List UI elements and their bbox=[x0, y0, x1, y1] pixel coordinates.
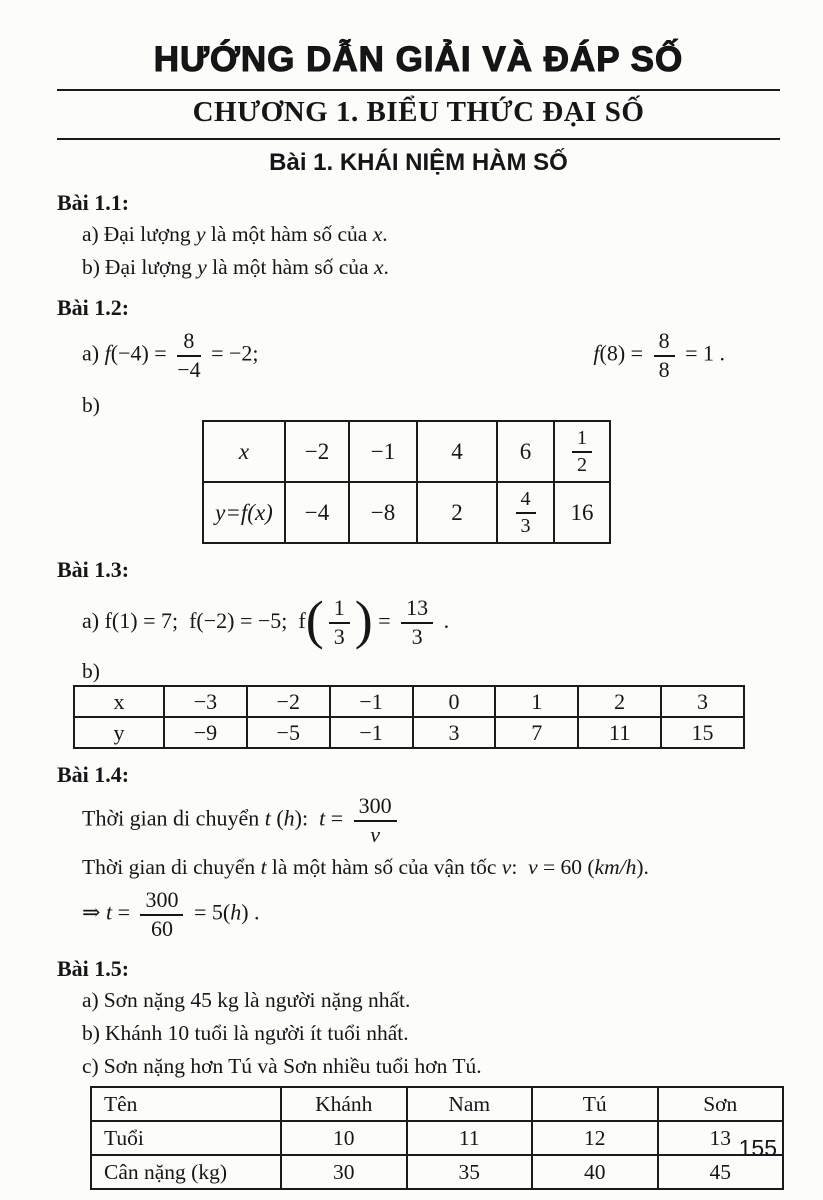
solution-text bbox=[57, 853, 780, 882]
table-cell: 3 bbox=[661, 686, 744, 717]
equation-text: (−4) = bbox=[110, 341, 173, 367]
item-text: là một hàm số của bbox=[206, 255, 374, 279]
section-heading-1-3: Bài 1.3: bbox=[57, 557, 130, 582]
variable: h bbox=[283, 806, 295, 832]
equation-line bbox=[57, 887, 780, 943]
equation-text: = 5( bbox=[188, 900, 231, 926]
fraction bbox=[177, 329, 200, 382]
answer-item bbox=[57, 220, 780, 249]
table-cell: Sơn bbox=[658, 1087, 784, 1121]
equation-text: f(1) = 7; f(−2) = −5; f bbox=[104, 608, 306, 634]
fraction-denominator: 60 bbox=[150, 916, 173, 941]
item-text: là một hàm số của bbox=[205, 222, 373, 246]
fraction bbox=[329, 596, 350, 649]
fraction bbox=[401, 596, 433, 649]
section-heading-1-2: Bài 1.2: bbox=[57, 295, 130, 320]
table-cell: 2 bbox=[578, 686, 661, 717]
page-title: HƯỚNG DẪN GIẢI VÀ ĐÁP SỐ bbox=[153, 40, 684, 79]
item-label: c) bbox=[82, 1054, 99, 1078]
divider bbox=[57, 138, 780, 140]
table-cell: 11 bbox=[407, 1121, 533, 1155]
table-cell: 3 bbox=[413, 717, 496, 748]
table-cell: x bbox=[74, 686, 164, 717]
fraction bbox=[572, 427, 592, 476]
table-cell: 7 bbox=[495, 717, 578, 748]
divider bbox=[57, 89, 780, 91]
variable: v bbox=[501, 855, 512, 879]
item-text: . bbox=[383, 255, 389, 279]
table-cell: −2 bbox=[285, 421, 349, 482]
fraction-numerator: 300 bbox=[140, 888, 183, 916]
equation-text: (8) = bbox=[599, 341, 649, 367]
fraction-numerator: 8 bbox=[654, 329, 675, 357]
equation bbox=[82, 888, 260, 941]
fraction-numerator: 1 bbox=[329, 596, 350, 624]
table-cell: 35 bbox=[407, 1155, 533, 1189]
table-cell: −1 bbox=[330, 717, 413, 748]
table-cell: −1 bbox=[330, 686, 413, 717]
bai13-value-table bbox=[73, 685, 745, 749]
equation-line bbox=[57, 793, 780, 849]
table-cell: −4 bbox=[285, 482, 349, 543]
equation-text: Thời gian di chuyển bbox=[82, 806, 265, 832]
chapter-title: CHƯƠNG 1. BIỂU THỨC ĐẠI SỐ bbox=[192, 96, 645, 128]
item-text: Sơn nặng hơn Tú và Sơn nhiều tuổi hơn Tú. bbox=[103, 1054, 482, 1078]
text: là một hàm số của vận tốc bbox=[266, 855, 502, 879]
variable: t bbox=[264, 806, 271, 832]
equation-row bbox=[57, 325, 780, 387]
equation-text: ): bbox=[294, 806, 320, 832]
fraction-numerator: 300 bbox=[354, 794, 397, 822]
function-symbol: f bbox=[593, 341, 600, 367]
left-parenthesis: ( bbox=[305, 590, 324, 650]
section-heading-1-5: Bài 1.5: bbox=[57, 956, 130, 981]
fraction-denominator: 3 bbox=[411, 624, 423, 649]
equation bbox=[82, 590, 450, 650]
table-cell: 4 bbox=[417, 421, 497, 482]
variable: t bbox=[260, 855, 267, 879]
fraction-denominator: 2 bbox=[577, 453, 587, 476]
table-cell bbox=[497, 482, 554, 543]
answer-item bbox=[57, 253, 780, 282]
fraction-denominator: 8 bbox=[658, 357, 670, 382]
table-cell: Nam bbox=[407, 1087, 533, 1121]
fraction-denominator: −4 bbox=[177, 357, 201, 382]
table-row bbox=[91, 1155, 783, 1189]
item-text: Sơn nặng 45 kg là người nặng nhất. bbox=[103, 988, 411, 1012]
table-row bbox=[74, 717, 744, 748]
item-label: a) bbox=[82, 608, 100, 634]
table-cell: Khánh bbox=[281, 1087, 407, 1121]
equation-text: = 1 . bbox=[679, 341, 725, 367]
unit: km/h bbox=[594, 855, 637, 879]
text: : bbox=[511, 855, 529, 879]
equation-text: = bbox=[372, 608, 397, 634]
table-cell: Tú bbox=[532, 1087, 658, 1121]
item-label: a) bbox=[82, 341, 100, 367]
fraction-denominator: v bbox=[370, 822, 381, 847]
equation-text: ( bbox=[270, 806, 284, 832]
text: Thời gian di chuyển bbox=[82, 855, 261, 879]
equation-text: = bbox=[112, 900, 136, 926]
table-cell: 12 bbox=[532, 1121, 658, 1155]
variable: x bbox=[373, 255, 384, 279]
item-text: Đại lượng bbox=[104, 255, 198, 279]
section-heading-1-1: Bài 1.1: bbox=[57, 190, 130, 215]
table-cell: 13 bbox=[658, 1121, 784, 1155]
table-cell: 11 bbox=[578, 717, 661, 748]
variable: v bbox=[528, 855, 538, 879]
table-row bbox=[203, 421, 610, 482]
table-cell: x bbox=[203, 421, 285, 482]
equation-text: ) . bbox=[241, 900, 260, 926]
item-label: a) bbox=[82, 988, 99, 1012]
table-row bbox=[91, 1087, 783, 1121]
table-cell: −8 bbox=[349, 482, 417, 543]
section-heading-1-4: Bài 1.4: bbox=[57, 762, 130, 787]
fraction bbox=[140, 888, 183, 941]
function-symbol: f bbox=[104, 341, 111, 367]
table-cell: 45 bbox=[658, 1155, 784, 1189]
text: ). bbox=[636, 855, 649, 879]
table-cell: 30 bbox=[281, 1155, 407, 1189]
table-cell bbox=[554, 421, 610, 482]
item-label: b) bbox=[82, 255, 100, 279]
equation bbox=[593, 329, 725, 382]
text: = 60 ( bbox=[537, 855, 595, 879]
table-cell: Cân nặng (kg) bbox=[91, 1155, 281, 1189]
table-cell: 2 bbox=[417, 482, 497, 543]
table-cell: −2 bbox=[247, 686, 330, 717]
equation-text: = bbox=[325, 806, 349, 832]
equation-text: = −2; bbox=[205, 341, 259, 367]
table-cell: 15 bbox=[661, 717, 744, 748]
answer-item bbox=[57, 986, 780, 1015]
fraction bbox=[516, 488, 536, 537]
right-parenthesis: ) bbox=[354, 590, 373, 650]
equation bbox=[82, 794, 402, 847]
variable: y bbox=[197, 255, 207, 279]
fraction-denominator: 3 bbox=[333, 624, 345, 649]
answer-item bbox=[57, 1019, 780, 1048]
bai12-value-table bbox=[202, 420, 611, 544]
table-cell: 0 bbox=[413, 686, 496, 717]
table-cell: 1 bbox=[495, 686, 578, 717]
table-cell: 6 bbox=[497, 421, 554, 482]
table-cell: y bbox=[74, 717, 164, 748]
equation-row bbox=[57, 587, 780, 659]
fraction-numerator: 1 bbox=[572, 427, 592, 452]
table-cell: 40 bbox=[532, 1155, 658, 1189]
equation bbox=[82, 329, 259, 382]
item-text: Đại lượng bbox=[103, 222, 196, 246]
answer-item bbox=[57, 1052, 780, 1081]
variable: y bbox=[196, 222, 206, 246]
table-row bbox=[91, 1121, 783, 1155]
table-cell: 10 bbox=[281, 1121, 407, 1155]
bai15-data-table bbox=[90, 1086, 784, 1190]
table-row bbox=[74, 686, 744, 717]
fraction bbox=[654, 329, 675, 382]
fraction-denominator: 3 bbox=[520, 514, 531, 537]
table-cell: −1 bbox=[349, 421, 417, 482]
variable: t bbox=[319, 806, 326, 832]
table-cell: Tuổi bbox=[91, 1121, 281, 1155]
item-label: b) bbox=[82, 1021, 100, 1045]
item-text: Khánh 10 tuổi là người ít tuổi nhất. bbox=[104, 1021, 409, 1045]
fraction bbox=[354, 794, 397, 847]
equation-text: . bbox=[438, 608, 450, 634]
table-cell: −5 bbox=[247, 717, 330, 748]
fraction-numerator: 4 bbox=[516, 488, 536, 513]
table-cell: −3 bbox=[164, 686, 247, 717]
variable: t bbox=[105, 900, 113, 926]
table-cell: y=f(x) bbox=[203, 482, 285, 543]
table-cell: 16 bbox=[554, 482, 610, 543]
table-row bbox=[203, 482, 610, 543]
item-text: . bbox=[382, 222, 388, 246]
variable: x bbox=[372, 222, 383, 246]
variable: h bbox=[230, 900, 242, 926]
page-number: 155 bbox=[738, 1135, 777, 1161]
table-cell: −9 bbox=[164, 717, 247, 748]
item-label: b) bbox=[82, 393, 100, 417]
table-cell: Tên bbox=[91, 1087, 281, 1121]
item-label: a) bbox=[82, 222, 99, 246]
item-label: b) bbox=[82, 659, 100, 683]
implies-arrow: ⇒ bbox=[82, 900, 106, 926]
fraction-numerator: 8 bbox=[177, 329, 200, 357]
fraction-numerator: 13 bbox=[401, 596, 433, 624]
lesson-title: Bài 1. KHÁI NIỆM HÀM SỐ bbox=[269, 149, 568, 176]
